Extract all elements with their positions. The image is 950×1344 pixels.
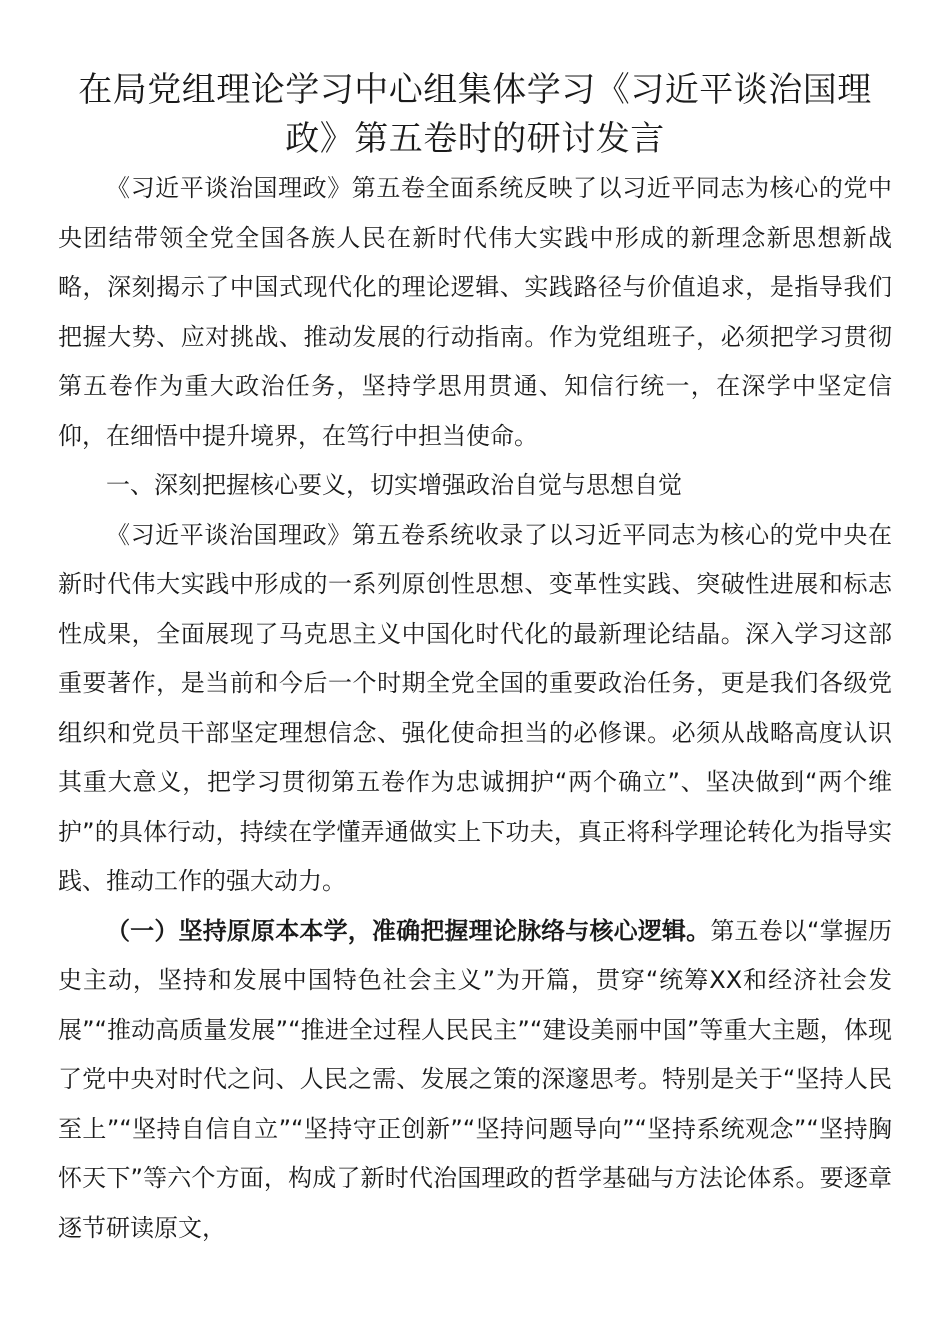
section-heading-1: 一、深刻把握核心要义，切实增强政治自觉与思想自觉 bbox=[106, 471, 682, 499]
document-title: 在局党组理论学习中心组集体学习《习近平谈治国理政》第五卷时的研讨发言 bbox=[78, 70, 872, 159]
section-1-paragraph: 《习近平谈治国理政》第五卷系统收录了以习近平同志为核心的党中央在新时代伟大实践中形成的一系列原创性思想、变革性实践、突破性进展和标志性成果，全面展现了马克思主义中国化时代化的最新理论结晶。深入学习这部重要著作，是当前和今后一个时期全党全国的重要政治任务，更是我们各级党组织和党员干部坚定理想信念、强化使命担当的必修课。必须从战略高度认识其重大意义，把学习贯彻第五卷作为忠诚拥护“两个确立”、坚决做到“两个维护”的具体行动，持续在学懂弄通做实上下功夫，真正将科学理论转化为指导实践、推动工作的强大动力。 bbox=[58, 520, 892, 895]
subsection-1-text: 第五卷以“掌握历史主动，坚持和发展中国特色社会主义”为开篇，贯穿“统筹XX和经济社会发展”“推动高质量发展”“推进全过程人民民主”“建设美丽中国”等重大主题，体现了党中央对时代之问、人民之需、发展之策的深邃思考。特别是关于“坚持人民至上”“坚持自信自立”“坚持守正创新”“坚持问题导向”“坚持系统观念”“坚持胸怀天下”等六个方面，构成了新时代治国理政的哲学基础与方法论体系。要逐章逐节研读原文， bbox=[58, 916, 893, 1242]
subsection-1-lead: （一）坚持原原本本学，准确把握理论脉络与核心逻辑。 bbox=[106, 916, 711, 945]
intro-paragraph: 《习近平谈治国理政》第五卷全面系统反映了以习近平同志为核心的党中央团结带领全党全国各族人民在新时代伟大实践中形成的新理念新思想新战略，深刻揭示了中国式现代化的理论逻辑、实践路径与价值追求，是指导我们把握大势、应对挑战、推动发展的行动指南。作为党组班子，必须把学习贯彻第五卷作为重大政治任务，坚持学思用贯通、知信行统一，在深学中坚定信仰，在细悟中提升境界，在笃行中担当使命。 bbox=[58, 174, 892, 450]
subsection-1-paragraph bbox=[58, 907, 892, 1254]
document-body bbox=[58, 164, 892, 1253]
